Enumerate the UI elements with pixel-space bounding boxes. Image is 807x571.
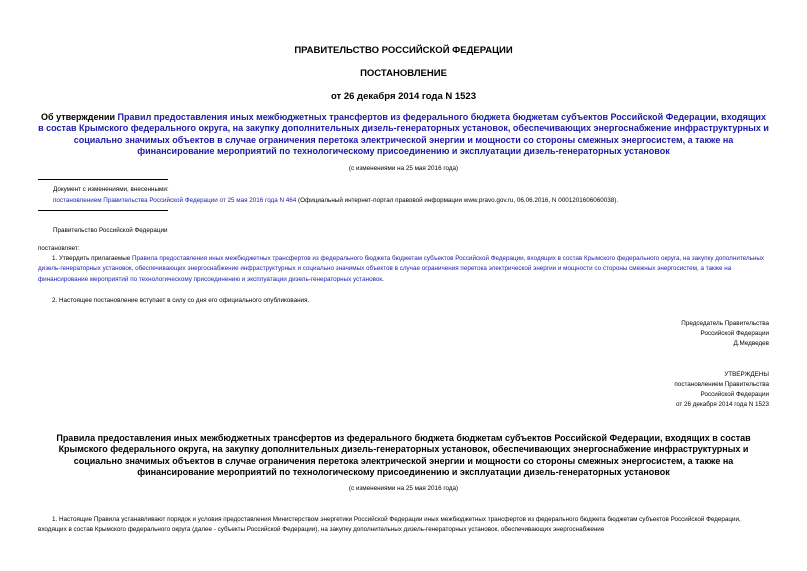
changes-intro: Документ с изменениями, внесенными: bbox=[53, 186, 169, 193]
rules-paragraph-1: 1. Настоящие Правила устанавливают порядок и условия предоставления Министерством энергетики Российской Федерации иных межбюджетных трансфертов из федерального бюджета бюджетам субъектов Российской Федерации, входящих в состав Крымского федерального округа (далее - субъекты Российской Федерации), на закупку дополнительных дизель-генераторных установок, обеспечивающих энергоснабжение bbox=[38, 516, 741, 534]
government-heading: ПРАВИТЕЛЬСТВО РОССИЙСКОЙ ФЕДЕРАЦИИ bbox=[294, 45, 513, 56]
document-type: ПОСТАНОВЛЕНИЕ bbox=[360, 68, 447, 79]
rules-title: Правила предоставления иных межбюджетных трансфертов из федерального бюджета бюджетам субъектов Российской Федерации, входящих в состав Крымского федерального округа, на закупку дополнительных дизель-генераторных установок, обеспечивающих энергоснабжение инфраструктурных и социально значимых объектов в случае ограничения перетока электрической энергии и мощности со стороны смежных энергосистем, а также на финансирование мероприятий по технологическому присоединению и эксплуатации дизель-генераторных установок bbox=[56, 433, 751, 478]
changes-source: (Официальный интернет-портал правовой информации www.pravo.gov.ru, 06.06.2016, N 0001201606060038). bbox=[296, 197, 619, 204]
signature-country: Российской Федерации bbox=[700, 330, 769, 337]
document-date-number: от 26 декабря 2014 года N 1523 bbox=[330, 91, 476, 102]
changes-divider bbox=[38, 179, 168, 180]
paragraph-2: 2. Настоящее постановление вступает в силу со дня его официального опубликования. bbox=[52, 297, 310, 304]
p1-rules-link[interactable]: Правила предоставления иных межбюджетных трансфертов из федерального бюджета бюджетам субъектов Российской Федерации, входящих в состав Крымского федерального округа, на закупку дополнительных дизель-генераторных установок, обеспечивающих энергоснабжение инфраструктурных и социально значимых объектов в случае ограничения перетока электрической энергии и мощности со стороны смежных энергосистем, а также на финансирование мероприятий по технологическому присоединению и эксплуатации дизель-генераторных установок bbox=[38, 255, 765, 283]
approved-heading: УТВЕРЖДЕНЫ bbox=[724, 371, 769, 378]
decree-verb: постановляет: bbox=[38, 245, 80, 252]
approved-date: от 26 декабря 2014 года N 1523 bbox=[675, 401, 769, 408]
signature-name: Д.Медведев bbox=[733, 340, 769, 347]
document-title bbox=[38, 112, 769, 158]
title-amendment-note: (с изменениями на 25 мая 2016 года) bbox=[348, 165, 459, 172]
rules-amendment-note: (с изменениями на 25 мая 2016 года) bbox=[348, 485, 459, 492]
p1-prefix: 1. Утвердить прилагаемые bbox=[52, 255, 132, 262]
p1-suffix: . bbox=[382, 275, 384, 283]
changes-amendment-link[interactable]: постановлением Правительства Российской Федерации от 25 мая 2016 года N 464 bbox=[53, 197, 297, 204]
issuer: Правительство Российской Федерации bbox=[53, 227, 168, 234]
approved-country: Российской Федерации bbox=[700, 391, 769, 398]
signature-position: Председатель Правительства bbox=[681, 320, 769, 327]
paragraph-1 bbox=[38, 254, 769, 285]
changes-divider-bottom bbox=[38, 210, 168, 211]
title-prefix: Об утверждении bbox=[41, 112, 118, 122]
title-rules-link[interactable]: Правил предоставления иных межбюджетных трансфертов из федерального бюджета бюджетам субъектов Российской Федерации, входящих в состав Крымского федерального округа, на закупку дополнительных дизель-генераторных установок, обеспечивающих энергоснабжение инфраструктурных и социально значимых объектов в случае ограничения перетока электрической энергии и мощности со стороны смежных энергосистем, а также на финансирование мероприятий по технологическому присоединению и эксплуатации дизель-генераторных установок bbox=[38, 112, 769, 157]
approved-by: постановлением Правительства bbox=[674, 381, 769, 388]
changes-entry bbox=[53, 196, 773, 206]
